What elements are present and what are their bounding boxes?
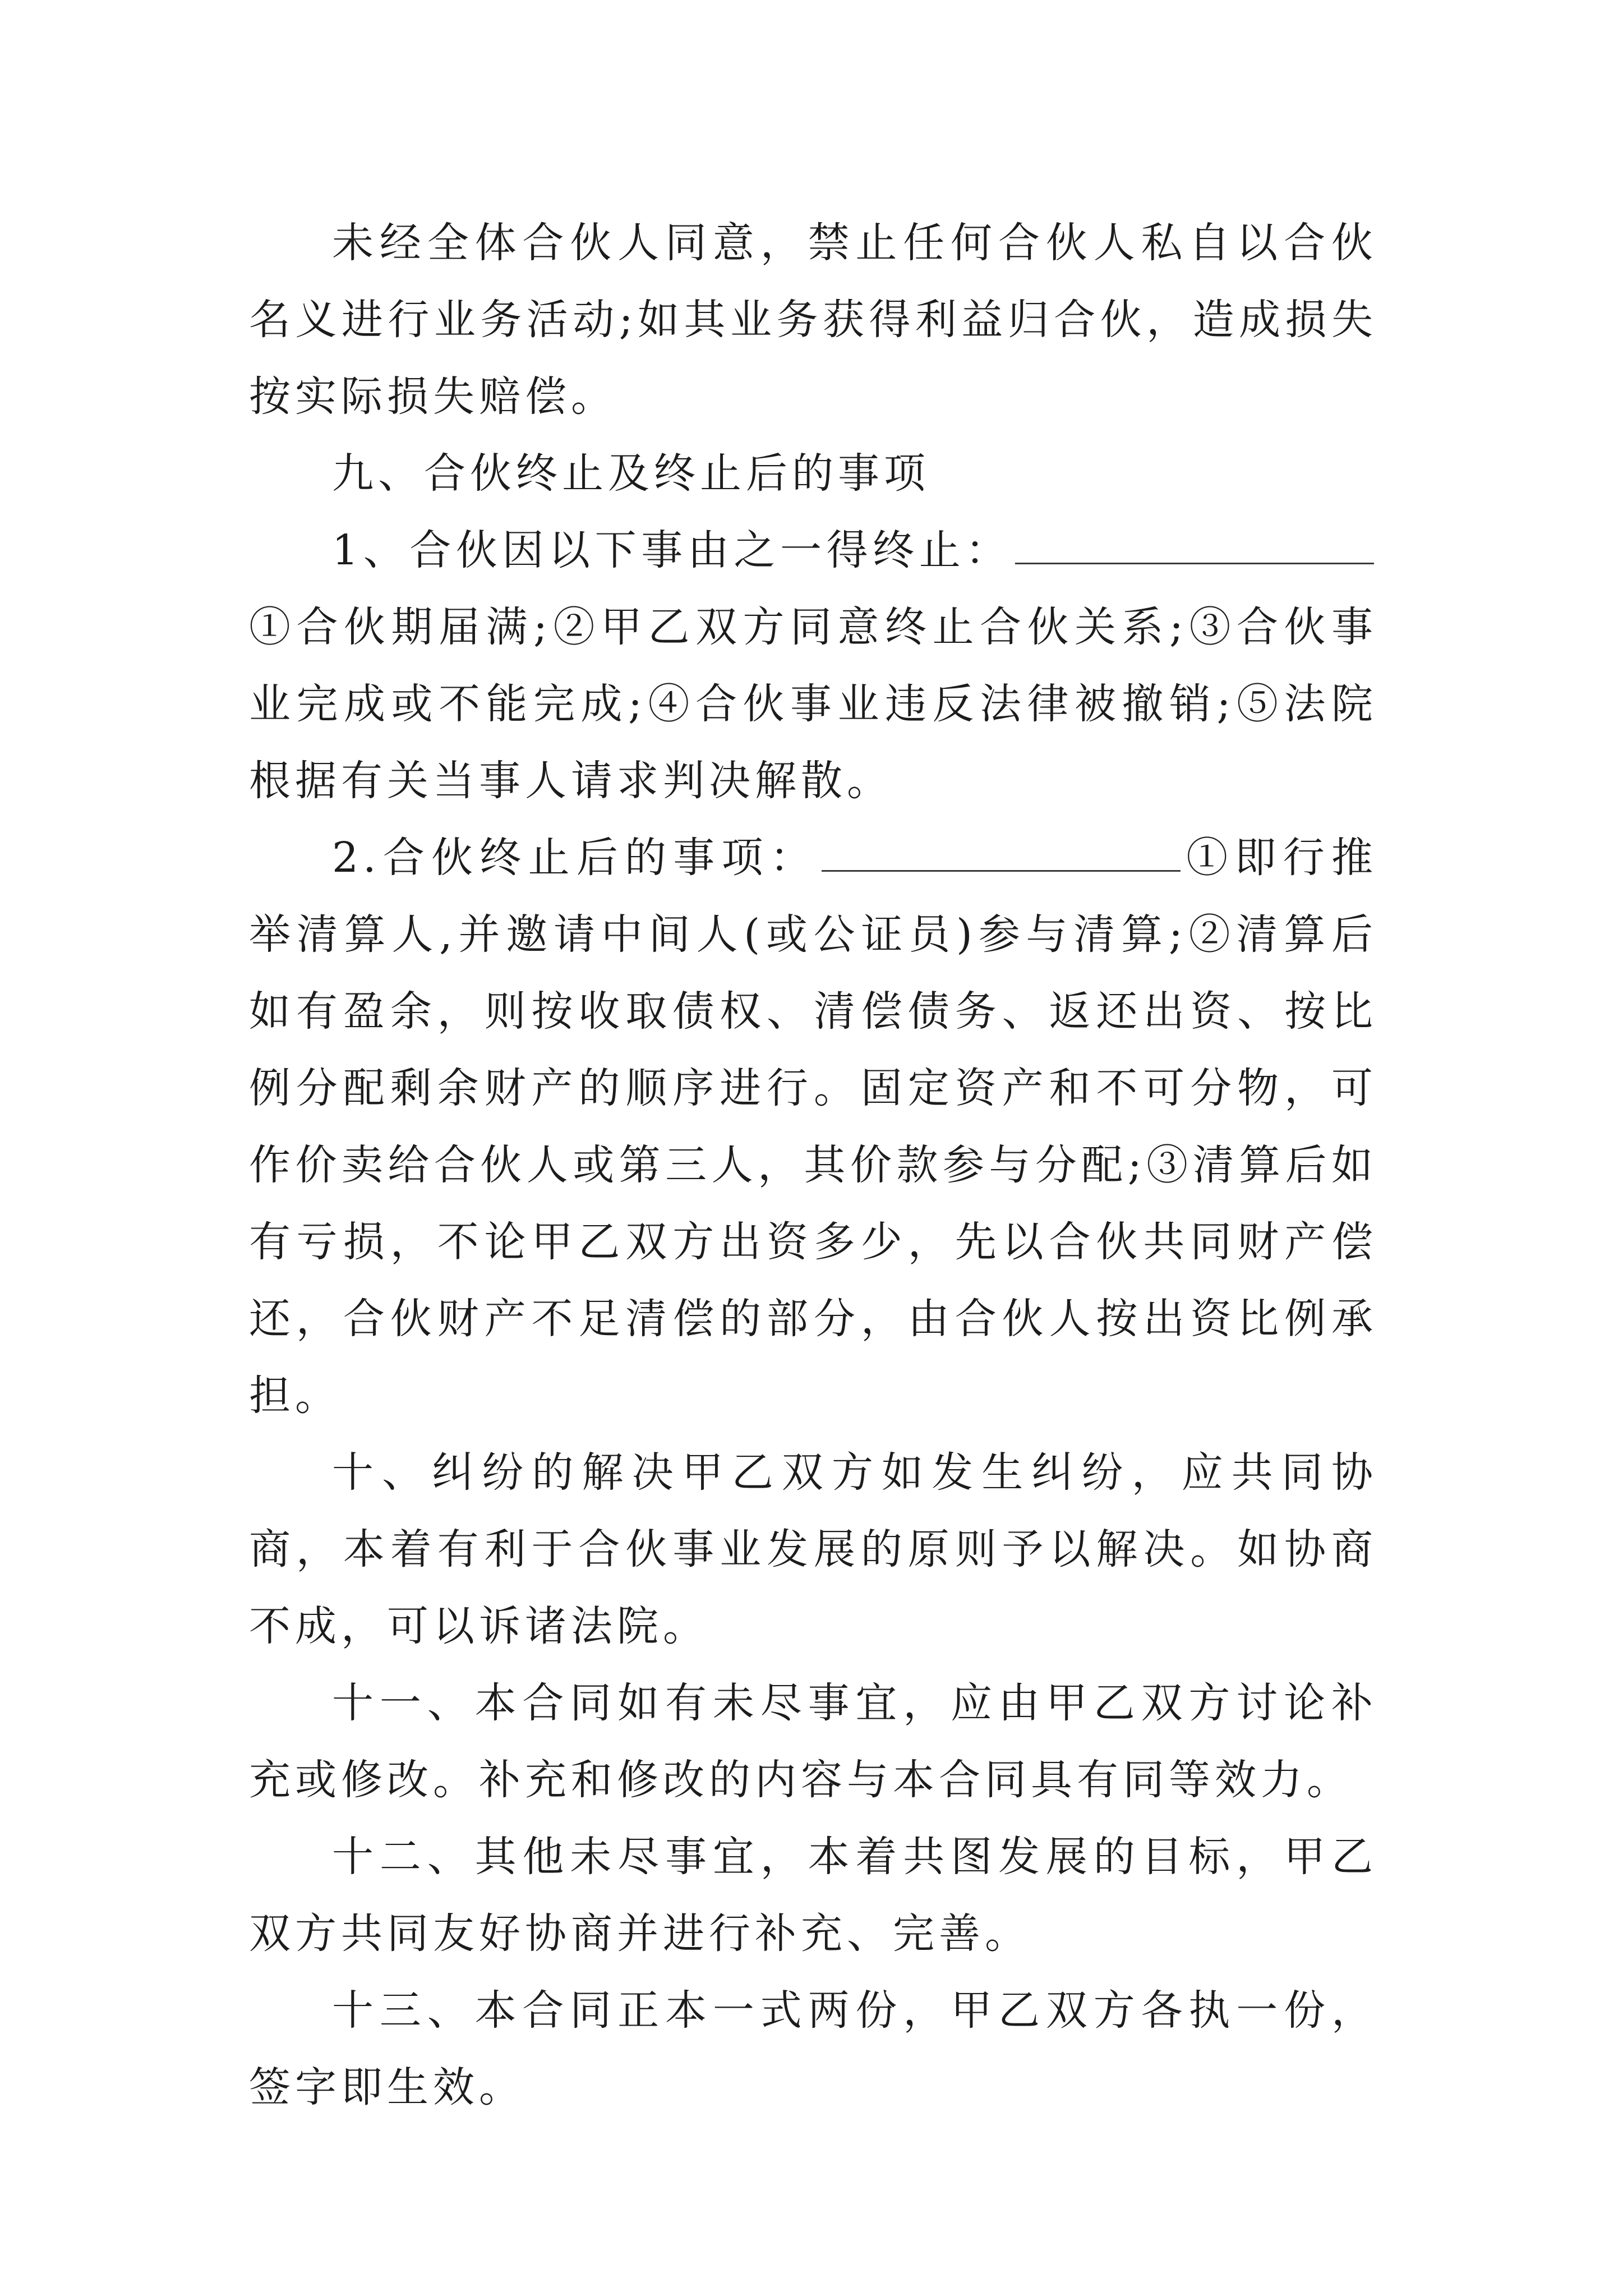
- paragraph-other-matters: [249, 1819, 1377, 1972]
- section-heading-text: 九、合伙终止及终止后的事项: [332, 449, 930, 498]
- document-body: [249, 205, 1377, 2126]
- paragraph-text-lead: 1、合伙因以下事由之一得终止：: [332, 526, 1012, 574]
- paragraph-text-rest: ①即行推举清算人,并邀请中间人(或公证员)参与清算;②清算后如有盈余，则按收取债权、清偿债务、返还出资、按比例分配剩余财产的顺序进行。固定资产和不可分物，可作价卖给合伙人或第三人，其价款参与分配;③清算后如有亏损，不论甲乙双方出资多少，先以合伙共同财产偿还，合伙财产不足清偿的部分，由合伙人按出资比例承担。: [249, 834, 1377, 1420]
- fill-in-blank-line: [822, 829, 1181, 872]
- paragraph-text: 十二、其他未尽事宜，本着共图发展的目标，甲乙双方共同友好协商并进行补充、完善。: [249, 1833, 1377, 1958]
- paragraph-copies-effectiveness: [249, 1972, 1377, 2126]
- paragraph-text: 十一、本合同如有未尽事宜，应由甲乙双方讨论补充或修改。补充和修改的内容与本合同具有同等效力。: [249, 1679, 1377, 1804]
- paragraph-dispute-resolution: [249, 1434, 1377, 1665]
- paragraph-text-rest: ①合伙期届满;②甲乙双方同意终止合伙关系;③合伙事业完成或不能完成;④合伙事业违反法律被撤销;⑤法院根据有关当事人请求判决解散。: [249, 603, 1377, 805]
- paragraph-post-termination-matters: [249, 820, 1377, 1434]
- paragraph-unauthorized-business: [249, 205, 1377, 435]
- section-heading-termination: [249, 435, 1377, 512]
- paragraph-termination-causes: [249, 512, 1377, 820]
- paragraph-text: 未经全体合伙人同意，禁止任何合伙人私自以合伙名义进行业务活动;如其业务获得利益归合伙，造成损失按实际损失赔偿。: [249, 219, 1377, 421]
- paragraph-text: 十三、本合同正本一式两份，甲乙双方各执一份，签字即生效。: [249, 1986, 1377, 2111]
- paragraph-text: 十、纠纷的解决甲乙双方如发生纠纷，应共同协商，本着有利于合伙事业发展的原则予以解决。如协商不成，可以诉诸法院。: [249, 1448, 1377, 1650]
- paragraph-supplements: [249, 1665, 1377, 1819]
- fill-in-blank-line: [1015, 521, 1374, 564]
- paragraph-text-lead: 2.合伙终止后的事项：: [332, 834, 819, 882]
